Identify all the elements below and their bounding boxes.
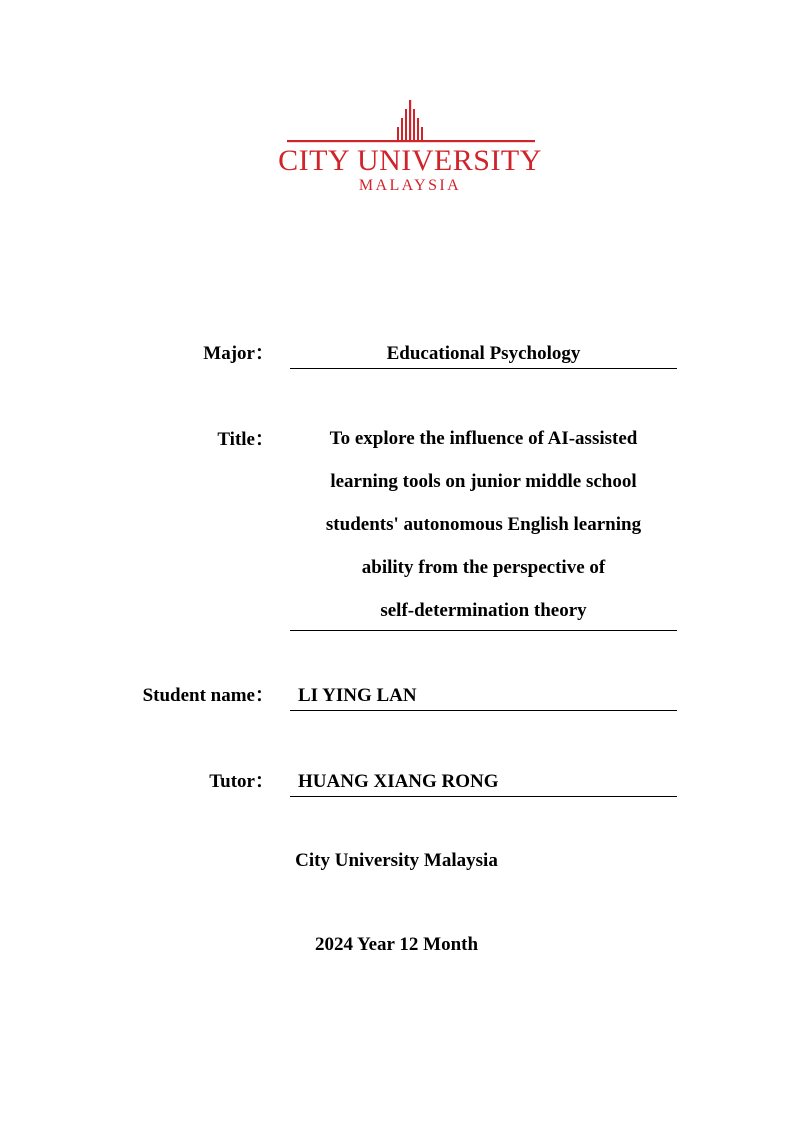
logo-country: MALAYSIA	[358, 177, 462, 194]
thesis-title	[290, 424, 677, 631]
thesis-title-line: students' autonomous English learning	[325, 514, 642, 535]
thesis-title-line: learning tools on junior middle school	[330, 471, 637, 492]
tutor-value: HUANG XIANG RONG	[290, 768, 677, 797]
tower-emblem-icon	[270, 100, 550, 144]
thesis-title-line: To explore the influence of AI-assisted	[329, 428, 638, 449]
major-label: Major：	[203, 343, 274, 364]
student-name-value: LI YING LAN	[290, 682, 677, 711]
tutor-label: Tutor：	[209, 771, 274, 792]
title-label: Title：	[217, 429, 274, 450]
thesis-title-line: self-determination theory	[380, 600, 587, 621]
thesis-title-line: ability from the perspective of	[361, 557, 606, 578]
university-logo	[270, 100, 550, 200]
student-name-label: Student name：	[142, 685, 274, 706]
major-value: Educational Psychology	[290, 340, 677, 369]
submission-date: 2024 Year 12 Month	[314, 934, 479, 955]
logo-university-name: CITY UNIVERSITY	[278, 144, 542, 177]
institution-name: City University Malaysia	[295, 850, 498, 871]
